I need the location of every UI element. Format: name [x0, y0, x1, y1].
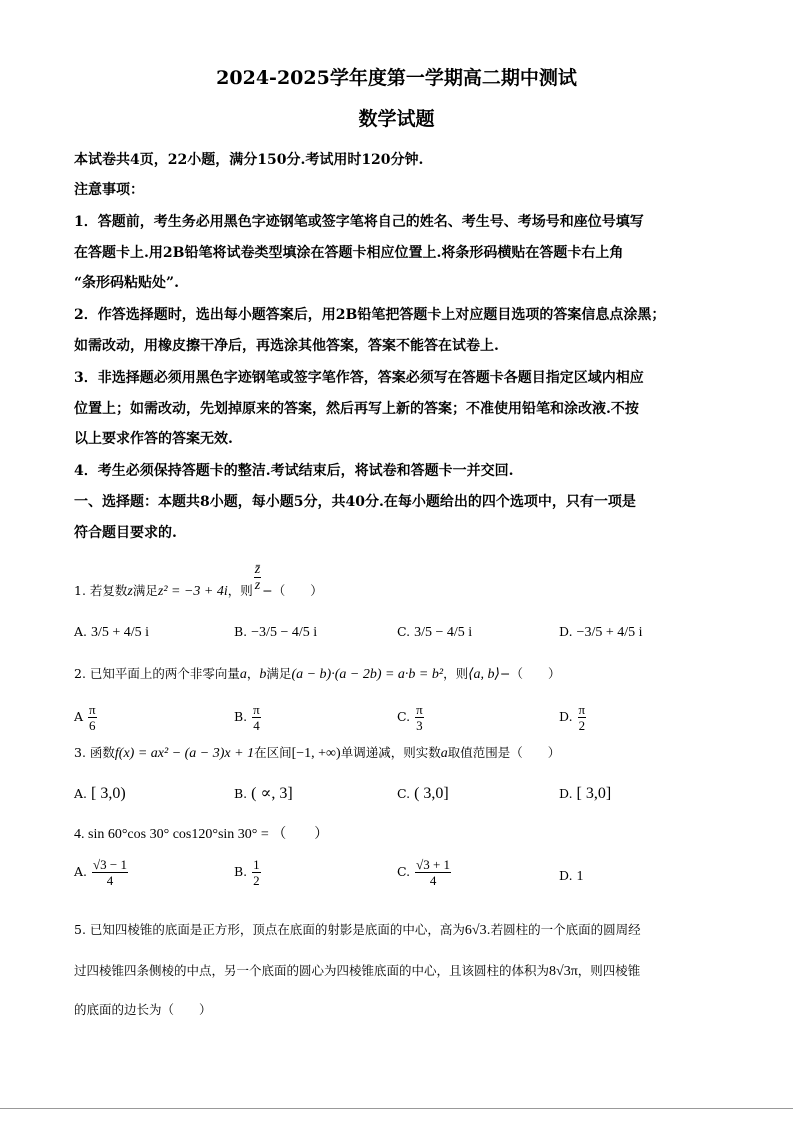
q5-text: .若圆柱的一个底面的圆周经 — [486, 922, 641, 937]
q1-expression — [254, 562, 261, 593]
q5-height: 6√3 — [464, 923, 487, 938]
q5-volume: 8√3π — [549, 964, 578, 979]
frac-den: 6 — [89, 718, 96, 733]
option-text: 3/5 − 4/5 i — [414, 625, 473, 640]
notice-line: “条形码粘贴处”. — [74, 275, 179, 291]
question-5-line-2 — [74, 961, 640, 982]
section-heading: 一、选择题：本题共8小题，每小题5分，共40分.在每小题给出的四个选项中，只有一项是 — [74, 494, 636, 510]
option-label: A. — [74, 624, 88, 639]
option-label: A. — [74, 864, 88, 879]
q4-option-b[interactable] — [234, 857, 262, 888]
section-heading: 符合题目要求的. — [74, 525, 177, 541]
q3-stem: 取值范围是（ ） — [447, 745, 561, 760]
option-text: 1 — [576, 869, 584, 884]
question-1 — [74, 562, 323, 607]
q5-text: ，则四棱锥 — [577, 963, 641, 978]
q1-expr-num: z̄ — [254, 562, 261, 577]
notice-line: 以上要求作答的答案无效. — [74, 431, 233, 447]
notice-heading: 注意事项： — [74, 182, 144, 198]
exam-subtitle: 数学试题 — [358, 108, 435, 130]
option-label: B. — [234, 786, 248, 801]
option-label: C. — [397, 624, 411, 639]
option-label: C. — [397, 786, 411, 801]
q3-var: a — [440, 746, 448, 761]
q3-stem: 在区间 — [254, 745, 292, 760]
q1-stem: ，则 — [227, 583, 253, 598]
frac-num: π — [578, 702, 586, 717]
option-label: D. — [559, 624, 573, 639]
q3-option-d[interactable] — [559, 784, 611, 804]
frac-num: √3 + 1 — [416, 857, 451, 872]
frac-num: 1 — [253, 857, 260, 872]
q1-option-d[interactable] — [559, 622, 643, 643]
notice-line: 在答题卡上.用2B铅笔将试卷类型填涂在答题卡相应位置上.将条形码横贴在答题卡右上角 — [74, 245, 624, 261]
q2-stem: ， — [246, 666, 260, 681]
option-text: [ 3,0) — [91, 785, 126, 802]
option-text: −3/5 + 4/5 i — [576, 625, 643, 640]
q5-text: 过四棱锥四条侧棱的中点，另一个底面的圆心为四棱锥底面的中心，且该圆柱的体积为 — [74, 963, 550, 978]
option-label: B. — [234, 624, 248, 639]
frac-num: π — [416, 702, 423, 717]
q3-option-c[interactable] — [397, 784, 449, 804]
q3-stem: 3. 函数 — [74, 745, 115, 760]
option-text: ( 3,0] — [414, 785, 449, 802]
q1-stem: 1. 若复数 — [74, 583, 128, 598]
intro-text: 本试卷共4页，22小题，满分150分.考试用时120分钟. — [74, 152, 424, 168]
exam-title: 2024-2025学年度第一学期高二期中测试 — [216, 67, 577, 89]
q5-text: 5. 已知四棱锥的底面是正方形，顶点在底面的射影是底面的中心，高为 — [74, 922, 465, 937]
option-label: A. — [74, 786, 88, 801]
option-text: ( ∝, 3] — [251, 785, 293, 802]
q3-function: f(x) = ax² − (a − 3)x + 1 — [114, 746, 255, 761]
q2-option-d[interactable] — [559, 702, 587, 733]
notice-line: 位置上；如需改动，先划掉原来的答案，然后再写上新的答案；不准使用铅笔和涂改液.不按 — [74, 401, 639, 417]
option-label: C. — [397, 709, 411, 724]
option-label: D. — [559, 786, 573, 801]
question-5-line-1 — [74, 920, 641, 941]
option-fraction — [252, 702, 261, 733]
q4-option-a[interactable] — [74, 857, 129, 888]
q2-option-c[interactable] — [397, 702, 425, 733]
option-label: D. — [559, 868, 573, 883]
q1-option-b[interactable] — [234, 622, 317, 643]
frac-den: 4 — [429, 873, 437, 888]
option-fraction — [578, 702, 587, 733]
q1-expr-den: z — [254, 578, 261, 593]
q3-option-a[interactable] — [74, 784, 126, 804]
q1-option-a[interactable] — [74, 622, 149, 643]
q2-angle: ⟨a, b⟩ — [468, 667, 501, 682]
q3-option-b[interactable] — [234, 784, 293, 804]
q2-stem: ，则 — [443, 666, 469, 681]
option-fraction — [88, 702, 97, 733]
option-fraction — [252, 857, 261, 888]
q1-option-c[interactable] — [397, 622, 472, 643]
option-label: A — [74, 709, 84, 724]
q1-var: z — [127, 584, 133, 599]
q2-stem: −（ ） — [500, 666, 561, 681]
option-fraction — [415, 857, 451, 888]
frac-num: √3 − 1 — [93, 857, 127, 872]
question-2 — [74, 664, 561, 685]
q2-option-b[interactable] — [234, 702, 262, 733]
question-3 — [74, 743, 560, 764]
option-label: C. — [397, 864, 411, 879]
option-text: [ 3,0] — [576, 785, 612, 802]
q1-stem: 满足 — [132, 583, 158, 598]
q1-stem: −（ ） — [262, 583, 323, 598]
page-bottom-divider — [0, 1108, 793, 1109]
notice-line: 如需改动，用橡皮擦干净后，再选涂其他答案，答案不能答在试卷上. — [74, 338, 499, 354]
option-fraction — [92, 857, 128, 888]
option-label: D. — [559, 709, 573, 724]
option-text: 3/5 + 4/5 i — [91, 625, 150, 640]
frac-num: π — [253, 702, 260, 717]
frac-num: π — [89, 702, 96, 717]
option-fraction — [415, 702, 424, 733]
frac-den: 4 — [253, 718, 260, 733]
q2-stem: 满足 — [266, 666, 292, 681]
notice-line: 3．非选择题必须用黑色字迹钢笔或签字笔作答，答案必须写在答题卡各题目指定区域内相应 — [74, 370, 644, 386]
frac-den: 3 — [416, 718, 423, 733]
q2-equation: (a − b)·(a − 2b) = a·b = b² — [291, 667, 444, 682]
q2-vector-a: a — [239, 667, 247, 682]
option-label: B. — [234, 709, 248, 724]
option-label: B. — [234, 864, 248, 879]
q1-equation: z² = −3 + 4i — [157, 584, 228, 599]
q4-option-d[interactable] — [559, 866, 584, 887]
q2-option-a[interactable] — [74, 702, 98, 733]
frac-den: 2 — [578, 718, 586, 733]
q4-option-c[interactable] — [397, 857, 452, 888]
q2-stem: 2. 已知平面上的两个非零向量 — [74, 666, 240, 681]
q3-stem: 单调递减，则实数 — [340, 745, 441, 760]
notice-line: 2．作答选择题时，选出每小题答案后，用2B铅笔把答题卡上对应题目选项的答案信息点涂黑； — [74, 307, 666, 323]
notice-line: 1．答题前，考生务必用黑色字迹钢笔或签字笔将自己的姓名、考生号、考场号和座位号填写 — [74, 214, 644, 230]
question-4: 4. sin 60°cos 30° cos120°sin 30° = （ ） — [74, 827, 329, 842]
question-5-line-3: 的底面的边长为（ ） — [74, 1002, 212, 1017]
q3-interval: [−1, +∞) — [291, 746, 341, 761]
frac-den: 2 — [253, 873, 260, 888]
option-text: −3/5 − 4/5 i — [251, 625, 318, 640]
frac-den: 4 — [106, 873, 114, 888]
notice-line: 4．考生必须保持答题卡的整洁.考试结束后，将试卷和答题卡一并交回. — [74, 463, 514, 479]
q2-vector-b: b — [259, 667, 267, 682]
